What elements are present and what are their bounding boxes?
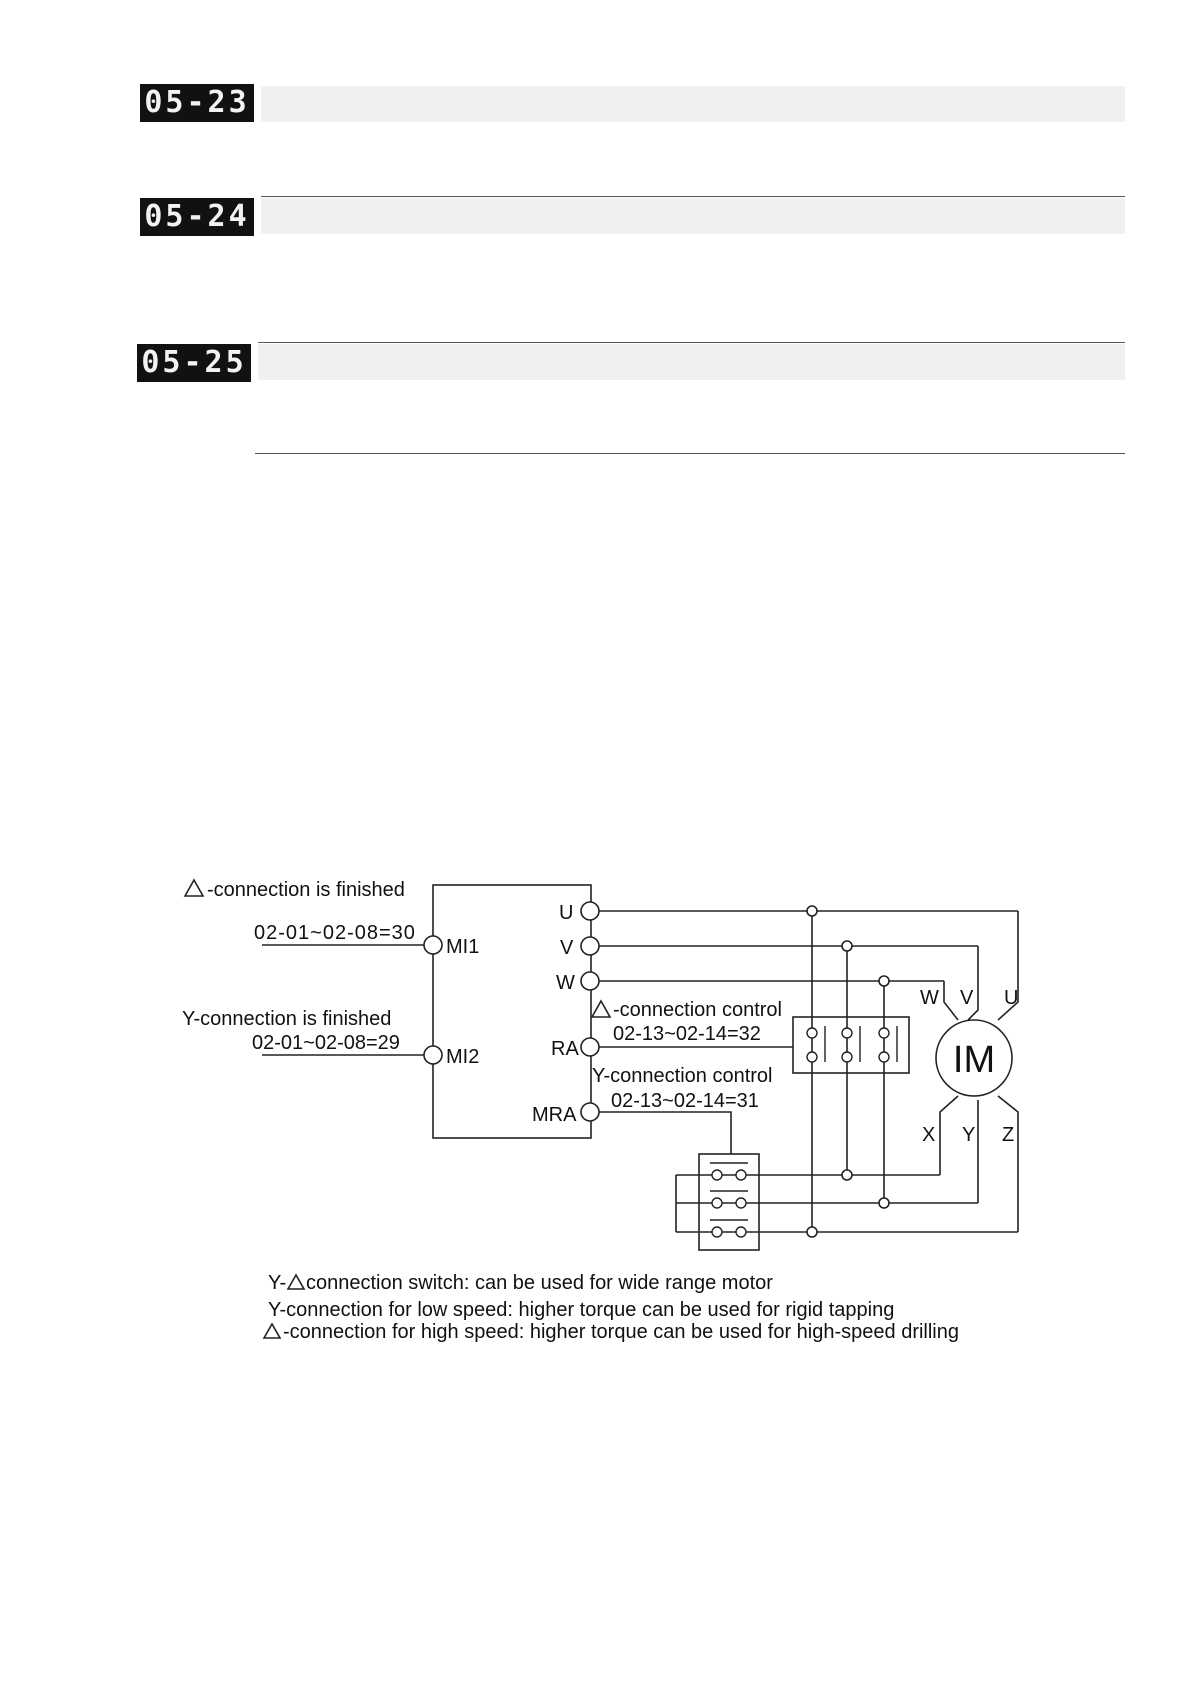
- terminal-mi2: [424, 1046, 442, 1064]
- w-label: W: [556, 972, 575, 994]
- v-label: V: [560, 937, 574, 959]
- param-code-badge: 05-23: [140, 84, 254, 122]
- mra-label: MRA: [532, 1104, 577, 1126]
- mi1-setting: 02-01~02-08=30: [254, 922, 416, 944]
- u-label: U: [559, 902, 574, 924]
- terminal-w: [581, 972, 599, 990]
- note-1: connection switch: can be used for wide range motor: [306, 1272, 773, 1294]
- delta-symbol-icon: [185, 880, 203, 896]
- note-prefix: Y-: [268, 1272, 287, 1294]
- terminal-v: [581, 937, 599, 955]
- motor-bottom-x: X: [922, 1124, 936, 1146]
- note-2: Y-connection for low speed: higher torque can be used for rigid tapping: [268, 1299, 895, 1321]
- mi2-label: MI2: [446, 1046, 480, 1068]
- delta-control-title: -connection control: [613, 999, 782, 1021]
- delta-symbol-icon: [288, 1275, 304, 1289]
- ra-label: RA: [551, 1038, 579, 1060]
- param-code-badge: 05-24: [140, 198, 254, 236]
- delta-contactor: [793, 1017, 909, 1073]
- terminal-mi1: [424, 936, 442, 954]
- mi1-label: MI1: [446, 936, 480, 958]
- delta-symbol-icon: [264, 1324, 280, 1338]
- mi1-title: -connection is finished: [207, 879, 405, 901]
- y-control-title: Y-connection control: [592, 1065, 773, 1087]
- motor-label: IM: [952, 1039, 996, 1081]
- y-contactor: [699, 1154, 759, 1250]
- delta-symbol-icon: [592, 1001, 610, 1017]
- motor-top-u: U: [1004, 987, 1019, 1009]
- note-3: -connection for high speed: higher torque can be used for high-speed drilling: [283, 1321, 959, 1343]
- terminal-mra: [581, 1103, 599, 1121]
- motor-top-w: W: [920, 987, 939, 1009]
- y-control-setting: 02-13~02-14=31: [611, 1090, 759, 1112]
- mi2-title: Y-connection is finished: [182, 1008, 392, 1030]
- mi2-setting: 02-01~02-08=29: [252, 1032, 400, 1054]
- delta-control-setting: 02-13~02-14=32: [613, 1023, 761, 1045]
- terminal-ra: [581, 1038, 599, 1056]
- motor-bottom-y: Y: [962, 1124, 976, 1146]
- terminal-u: [581, 902, 599, 920]
- motor-top-v: V: [960, 987, 974, 1009]
- param-code-badge: 05-25: [137, 344, 251, 382]
- motor-bottom-z: Z: [1002, 1124, 1015, 1146]
